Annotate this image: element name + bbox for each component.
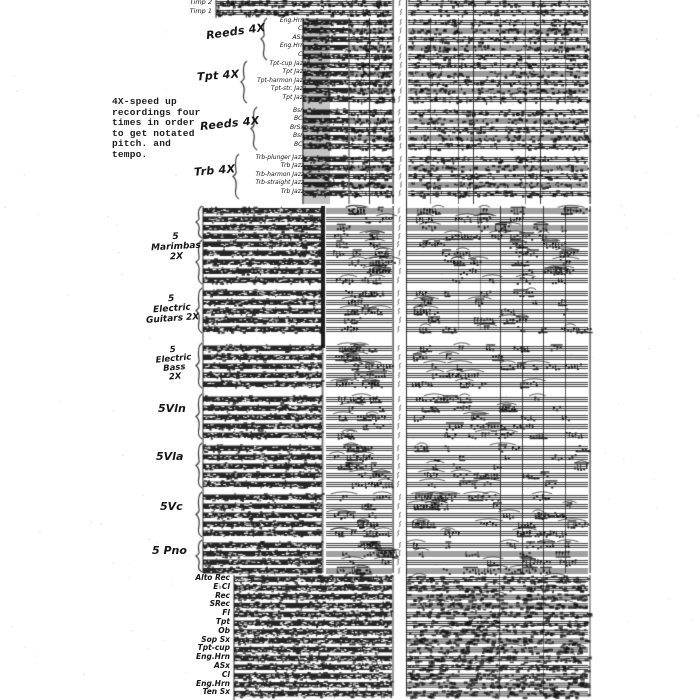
bottom-stave-label-ebcl: E♭Cl <box>213 581 230 591</box>
bottom-stave-label-tpt: Tpt <box>215 617 230 626</box>
stave-label: Tpt Jazz <box>282 68 306 75</box>
ensemble-label-violins <box>158 404 186 414</box>
stave-label: Eng.Hrn <box>279 42 304 49</box>
stave-label: Bsn <box>292 132 304 139</box>
stave-label: Tpt-str. Jazz <box>271 85 306 92</box>
bottom-left-system <box>230 573 395 700</box>
annotation-line: times in order <box>112 117 195 128</box>
bottom-stave-label-eng-hrn-2: Eng.Hrn <box>196 678 230 688</box>
ensemble-label-violas <box>156 452 183 462</box>
bottom-stave-label-srec: SRec <box>209 599 230 609</box>
ensemble-label-electric-bass <box>145 344 204 385</box>
stave-label: ASx <box>292 33 304 41</box>
ensemble-line: 5Vla <box>156 450 184 463</box>
bottom-stave-label-cl: Cl <box>221 669 230 679</box>
stave-label: Trb-straight Jazz <box>255 179 304 186</box>
ensemble-line: 5Vln <box>158 402 186 415</box>
stave-label: BrSx <box>290 123 304 131</box>
group-name-trb-4x: Trb 4X <box>193 162 236 179</box>
timp-label-1: Timp 1 <box>189 7 212 15</box>
stave-label: Tpt-cup Jazz <box>269 59 306 67</box>
group-name-reeds-4x-2: Reeds 4X <box>199 113 261 134</box>
ensemble-line: Bass <box>162 362 186 374</box>
annotation-line: 4X-speed up <box>112 96 177 107</box>
speed-up-annotation <box>112 97 201 160</box>
stave-label: Trb-harmon Jazz <box>255 170 304 178</box>
timp-label-2: Timp 2 <box>189 0 212 6</box>
ensemble-line: 2X <box>169 251 184 263</box>
annotation-line: pitch. and <box>112 138 172 149</box>
ensemble-line: Electric <box>152 302 192 316</box>
ensemble-label-electric-guitars <box>141 292 203 326</box>
ensemble-line: 5 <box>169 344 177 356</box>
bottom-stave-label-eng-hrn-1: Eng.Hrn <box>196 652 230 662</box>
annotation-line: to get notated <box>112 127 195 139</box>
ensemble-line: Electric <box>155 352 192 366</box>
ensemble-line: Marimbas <box>150 240 202 254</box>
annotation-line: tempo. <box>112 148 148 160</box>
ensemble-line: Guitars 2X <box>145 312 200 326</box>
group-name-tpt-4x: Tpt 4X <box>196 67 240 84</box>
bottom-stave-label-asx: ASx <box>213 661 230 670</box>
top-right-system <box>397 0 593 205</box>
stave-label: Eng.Hrn <box>279 16 304 24</box>
stave-label: Trb Jazz <box>280 187 304 195</box>
ensemble-line: 5 Pno <box>152 544 187 557</box>
stave-label: Cl <box>298 25 304 32</box>
ensemble-line: 2X <box>168 371 182 383</box>
bottom-stave-label-fl: Fl <box>222 608 230 618</box>
ensemble-label-marimbas <box>145 230 206 263</box>
bottom-stave-label-ten-sx: Ten Sx <box>202 687 230 697</box>
bottom-stave-label-sop-sx: Sop Sx <box>201 634 230 644</box>
stave-label: Tpt Jazz <box>282 93 306 101</box>
bottom-stave-label-rec: Rec <box>215 590 230 600</box>
ensemble-line: 5 <box>172 231 179 243</box>
middle-right-system <box>397 205 593 575</box>
annotation-line: recordings four <box>112 106 201 118</box>
stave-label: BCl <box>294 140 304 148</box>
group-name-reeds-4x-1: Reeds 4X <box>205 20 267 43</box>
bottom-stave-label-alto-rec: Alto Rec <box>195 573 230 582</box>
ensemble-label-cellos <box>160 502 183 512</box>
stave-label: Trb-plunger Jazz <box>255 153 304 161</box>
stave-label: Cl <box>298 50 304 58</box>
bottom-stave-label-tpt-cup: Tpt-cup <box>197 643 230 653</box>
ensemble-label-pianos <box>152 546 187 556</box>
stave-label: Bsn <box>292 106 304 114</box>
middle-left-system <box>196 205 396 575</box>
stave-label: Trb Jazz <box>280 162 304 169</box>
stave-label: BCl <box>294 115 304 122</box>
bottom-right-system <box>397 573 593 700</box>
ensemble-line: 5 <box>167 293 175 305</box>
ensemble-line: 5Vc <box>160 500 183 513</box>
stave-label: Tpt-harmon Jazz <box>257 76 306 84</box>
bottom-stave-label-ob: Ob <box>218 625 230 635</box>
